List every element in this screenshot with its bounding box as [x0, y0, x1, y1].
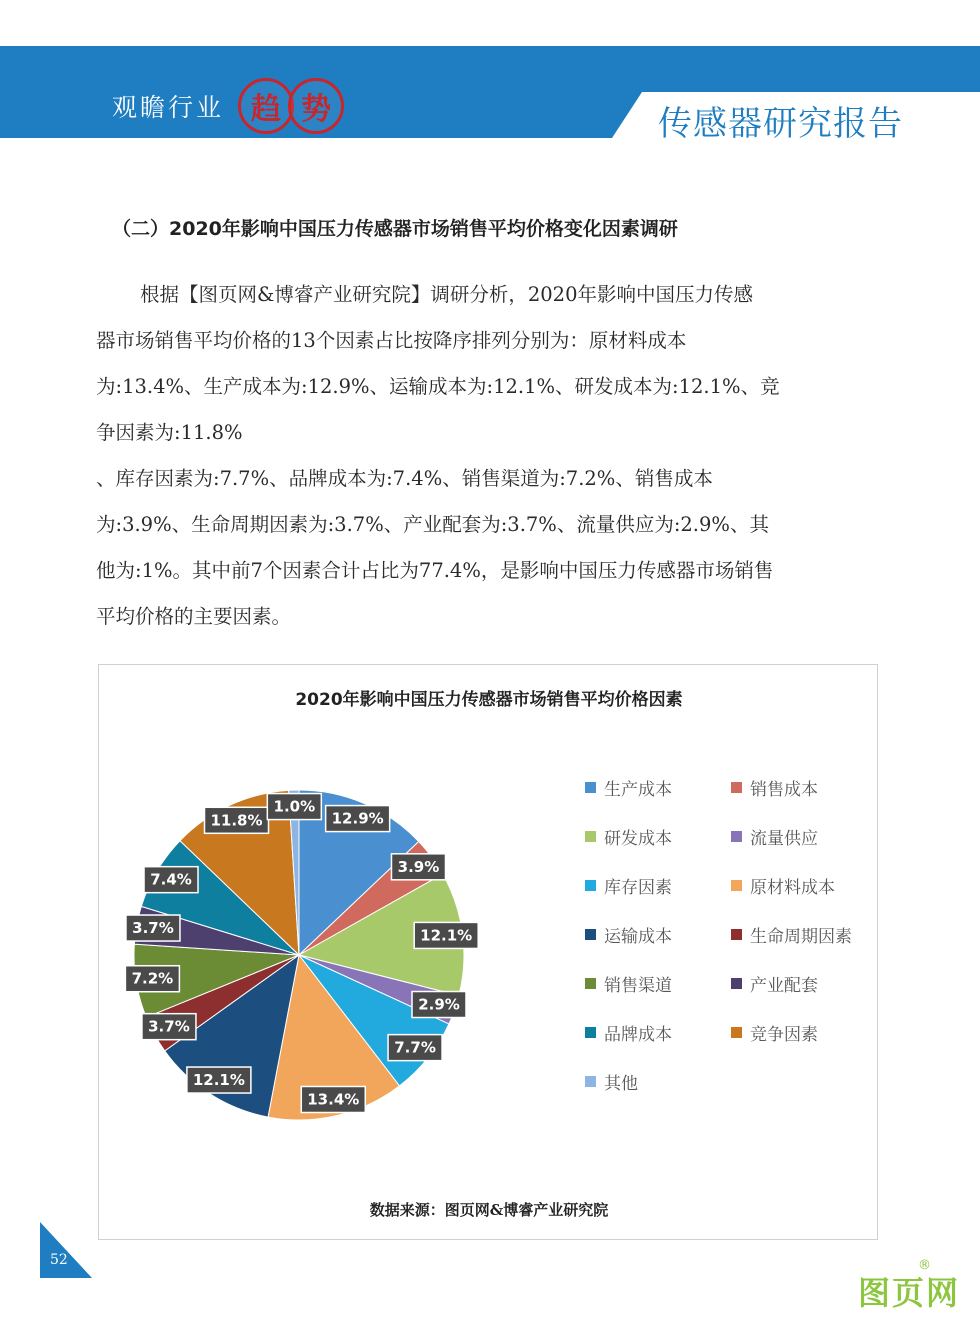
legend-label: 销售渠道: [604, 976, 672, 996]
svg-text:12.1%: 12.1%: [420, 926, 473, 945]
legend-item: [585, 1069, 638, 1094]
data-label-9: [125, 966, 179, 992]
paragraph-line: 为:13.4%、生产成本为:12.9%、运输成本为:12.1%、研发成本为:12.1%、竞: [96, 375, 780, 398]
legend-swatch: [585, 782, 596, 793]
svg-text:7.2%: 7.2%: [131, 969, 174, 988]
paragraph-line: 器市场销售平均价格的13个因素占比按降序排列分别为：原材料成本: [96, 329, 687, 352]
data-label-6: [301, 1086, 365, 1112]
svg-text:12.1%: 12.1%: [192, 1071, 245, 1090]
legend-item: [731, 873, 835, 898]
data-label-7: [187, 1067, 251, 1093]
legend-label: 销售成本: [750, 780, 818, 800]
svg-text:7.4%: 7.4%: [150, 870, 192, 889]
chart-title: 2020年影响中国压力传感器市场销售平均价格因素: [295, 690, 683, 710]
report-title: 传感器研究报告: [658, 104, 903, 144]
legend-swatch: [585, 880, 596, 891]
svg-text:3.9%: 3.9%: [397, 857, 440, 876]
legend-item: [585, 824, 672, 849]
legend-label: 流量供应: [750, 829, 818, 849]
pie-chart: [99, 665, 879, 1241]
section-title: （二）2020年影响中国压力传感器市场销售平均价格变化因素调研: [112, 218, 678, 240]
legend-swatch: [731, 831, 742, 842]
page-number: 52: [50, 1252, 68, 1268]
svg-text:3.7%: 3.7%: [148, 1017, 190, 1036]
paragraph-line: 、库存因素为:7.7%、品牌成本为:7.4%、销售渠道为:7.2%、销售成本: [96, 467, 713, 490]
paragraph-line: 平均价格的主要因素。: [96, 605, 292, 628]
legend-swatch: [731, 782, 742, 793]
legend-label: 研发成本: [604, 829, 672, 849]
legend-swatch: [585, 978, 596, 989]
svg-text:1.0%: 1.0%: [273, 797, 316, 816]
seal-stamp-1: 趋: [238, 78, 294, 134]
data-label-11: [144, 867, 198, 893]
data-label-5: [388, 1035, 442, 1061]
legend-item: [731, 922, 852, 947]
svg-text:2.9%: 2.9%: [418, 995, 460, 1014]
legend-item: [585, 1020, 672, 1045]
registered-mark: ®: [918, 1258, 931, 1273]
header-section-label: 观瞻行业: [112, 93, 225, 122]
seal-stamp-2: 势: [288, 78, 344, 134]
chart-source: 数据来源：图页网&博睿产业研究院: [369, 1201, 609, 1219]
legend-label: 生命周期因素: [750, 927, 852, 947]
legend-item: [585, 971, 672, 996]
data-label-13: [267, 794, 321, 820]
legend-label: 竞争因素: [750, 1025, 818, 1045]
paragraph-line: 根据【图页网&博睿产业研究院】调研分析，2020年影响中国压力传感: [140, 283, 753, 306]
svg-text:3.7%: 3.7%: [132, 919, 174, 938]
paragraph-line: 他为:1%。其中前7个因素合计占比为77.4%，是影响中国压力传感器市场销售: [96, 559, 774, 582]
legend-label: 生产成本: [604, 780, 672, 800]
legend-label: 其他: [604, 1074, 638, 1094]
data-label-10: [126, 915, 180, 941]
legend-label: 原材料成本: [750, 878, 835, 898]
legend-swatch: [585, 1076, 596, 1087]
paragraph-line: 为:3.9%、生命周期因素为:3.7%、产业配套为:3.7%、流量供应为:2.9%、其: [96, 513, 769, 536]
legend-item: [731, 971, 818, 996]
svg-text:13.4%: 13.4%: [307, 1090, 360, 1109]
legend-swatch: [585, 929, 596, 940]
legend-label: 产业配套: [750, 976, 818, 996]
legend-item: [585, 775, 672, 800]
legend-item: [731, 775, 818, 800]
data-label-1: [326, 806, 390, 832]
legend-item: [585, 873, 672, 898]
data-label-8: [142, 1014, 196, 1040]
legend-swatch: [585, 1027, 596, 1038]
pie-chart-panel: [98, 664, 878, 1240]
page-corner-triangle: [40, 1222, 92, 1278]
legend-swatch: [731, 929, 742, 940]
svg-text:7.7%: 7.7%: [394, 1038, 436, 1057]
legend-item: [731, 1020, 818, 1045]
legend-swatch: [731, 1027, 742, 1038]
data-label-2: [391, 854, 445, 880]
data-label-12: [205, 807, 269, 833]
legend-swatch: [731, 978, 742, 989]
legend-label: 品牌成本: [604, 1025, 672, 1045]
data-label-4: [412, 992, 466, 1018]
legend-label: 库存因素: [604, 878, 672, 898]
paragraph-line: 争因素为:11.8%: [96, 421, 243, 444]
legend-item: [731, 824, 818, 849]
data-label-3: [414, 922, 478, 948]
legend-swatch: [585, 831, 596, 842]
svg-text:12.9%: 12.9%: [331, 809, 384, 828]
svg-text:11.8%: 11.8%: [210, 811, 263, 830]
legend-swatch: [731, 880, 742, 891]
legend-item: [585, 922, 672, 947]
legend-label: 运输成本: [604, 927, 672, 947]
watermark-logo: 图页网: [858, 1274, 961, 1312]
